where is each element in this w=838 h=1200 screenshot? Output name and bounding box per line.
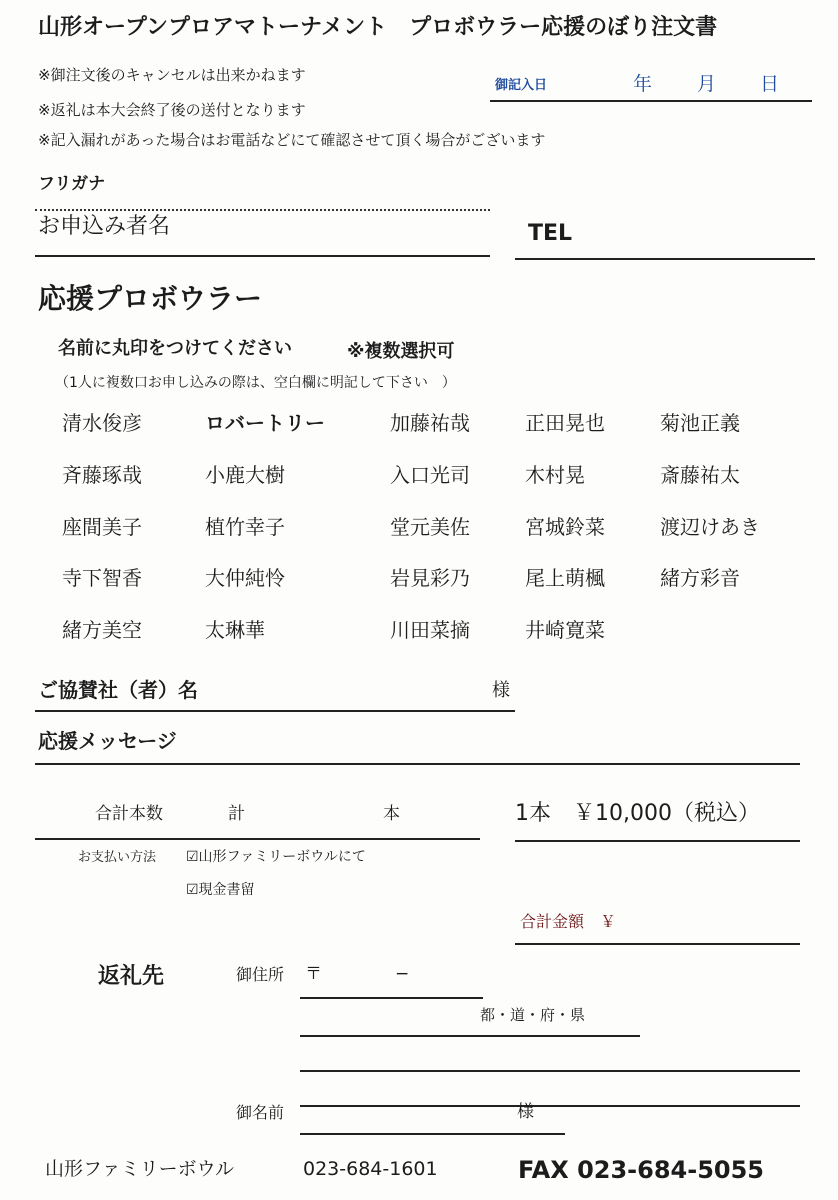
total-amount-line[interactable] <box>515 943 800 945</box>
bowler-name[interactable]: 清水俊彦 <box>62 411 142 435</box>
total-count-line[interactable] <box>35 838 480 840</box>
return-heading: 返礼先 <box>98 964 165 989</box>
address-line-1[interactable] <box>300 1035 640 1037</box>
footer-fax: FAX 023-684-5055 <box>518 1156 764 1184</box>
bowler-name[interactable]: 川田菜摘 <box>390 618 470 642</box>
bowler-name[interactable]: 木村晃 <box>525 463 585 487</box>
address-line-2[interactable] <box>300 1070 800 1072</box>
note-1: ※御注文後のキャンセルは出来かねます <box>38 66 306 84</box>
address-line-3[interactable] <box>300 1105 800 1107</box>
date-year: 年 <box>633 73 653 95</box>
bowlers-instruction: 名前に丸印をつけてください <box>58 338 292 359</box>
bowler-name[interactable]: 植竹幸子 <box>205 515 285 539</box>
bowler-name[interactable]: 堂元美佐 <box>390 515 470 539</box>
furigana-line[interactable] <box>35 209 490 211</box>
total-amount-label: 合計金額 ￥ <box>520 912 617 931</box>
applicant-name-label: お申込み者名 <box>38 214 171 239</box>
address-label: 御住所 <box>236 965 285 984</box>
footer-company: 山形ファミリーボウル <box>45 1158 235 1180</box>
prefecture-label: 都・道・府・県 <box>480 1006 586 1024</box>
form-title: 山形オープンプロアマトーナメント プロボウラー応援のぼり注文書 <box>38 15 718 40</box>
price-line <box>515 840 800 842</box>
recipient-name-label: 御名前 <box>236 1103 285 1122</box>
total-kei: 計 <box>228 804 245 824</box>
postal-dash: − <box>395 964 410 984</box>
total-count-label: 合計本数 <box>95 804 163 824</box>
footer-tel: 023-684-1601 <box>303 1158 438 1180</box>
sponsor-line[interactable] <box>35 710 515 712</box>
bowler-name[interactable]: 岩見彩乃 <box>390 566 470 590</box>
bowler-name[interactable]: 小鹿大樹 <box>205 463 285 487</box>
bowler-name[interactable]: 菊池正義 <box>660 411 740 435</box>
total-hon: 本 <box>383 804 400 824</box>
postal-line[interactable] <box>300 997 483 999</box>
bowlers-heading: 応援プロボウラー <box>38 282 263 315</box>
recipient-name-line[interactable] <box>300 1133 565 1135</box>
payment-option-store[interactable]: ☑山形ファミリーボウルにて <box>186 849 366 865</box>
date-month: 月 <box>697 73 717 95</box>
postal-mark: 〒 <box>305 964 322 984</box>
bowler-name[interactable]: 座間美子 <box>62 515 142 539</box>
sponsor-label: ご協賛社（者）名 <box>38 678 198 702</box>
bowler-name[interactable]: 入口光司 <box>390 463 470 487</box>
bowler-name[interactable]: 太琳華 <box>205 618 265 642</box>
payment-option-registered-mail[interactable]: ☑現金書留 <box>186 882 255 898</box>
furigana-label: フリガナ <box>38 174 106 194</box>
unit-price: 1本 ￥10,000（税込） <box>515 801 760 826</box>
date-label: 御記入日 <box>495 78 548 93</box>
bowler-name[interactable]: 緒方彩音 <box>660 566 740 590</box>
tel-line[interactable] <box>515 258 815 260</box>
bowler-name[interactable]: ロバートリー <box>205 411 325 435</box>
note-2: ※返礼は本大会終了後の送付となります <box>38 101 306 119</box>
bowler-name[interactable]: 加藤祐哉 <box>390 411 470 435</box>
multi-order-note: （1人に複数口お申し込みの際は、空白欄に明記して下さい ） <box>55 375 456 391</box>
tel-label: TEL <box>528 221 573 246</box>
bowler-name[interactable]: 正田晃也 <box>525 411 605 435</box>
applicant-name-line[interactable] <box>35 255 490 257</box>
date-day: 日 <box>760 73 780 95</box>
bowler-name[interactable]: 大仲純怜 <box>205 566 285 590</box>
bowler-name[interactable]: 宮城鈴菜 <box>525 515 605 539</box>
recipient-suffix: 様 <box>517 1102 534 1122</box>
message-label: 応援メッセージ <box>38 729 177 753</box>
multi-select-note: ※複数選択可 <box>347 341 455 362</box>
bowler-name[interactable]: 斉藤琢哉 <box>62 463 142 487</box>
date-line[interactable] <box>490 100 812 102</box>
sponsor-suffix: 様 <box>492 680 510 701</box>
payment-label: お支払い方法 <box>78 850 157 865</box>
bowler-name[interactable]: 寺下智香 <box>62 566 142 590</box>
bowler-name[interactable]: 斎藤祐太 <box>660 463 740 487</box>
bowler-name[interactable]: 緒方美空 <box>62 618 142 642</box>
bowler-name[interactable]: 渡辺けあき <box>660 515 760 539</box>
bowler-name[interactable]: 井崎寛菜 <box>525 618 605 642</box>
note-3: ※記入漏れがあった場合はお電話などにて確認させて頂く場合がございます <box>38 131 546 149</box>
bowler-name[interactable]: 尾上萌楓 <box>525 566 605 590</box>
message-line[interactable] <box>35 763 800 765</box>
